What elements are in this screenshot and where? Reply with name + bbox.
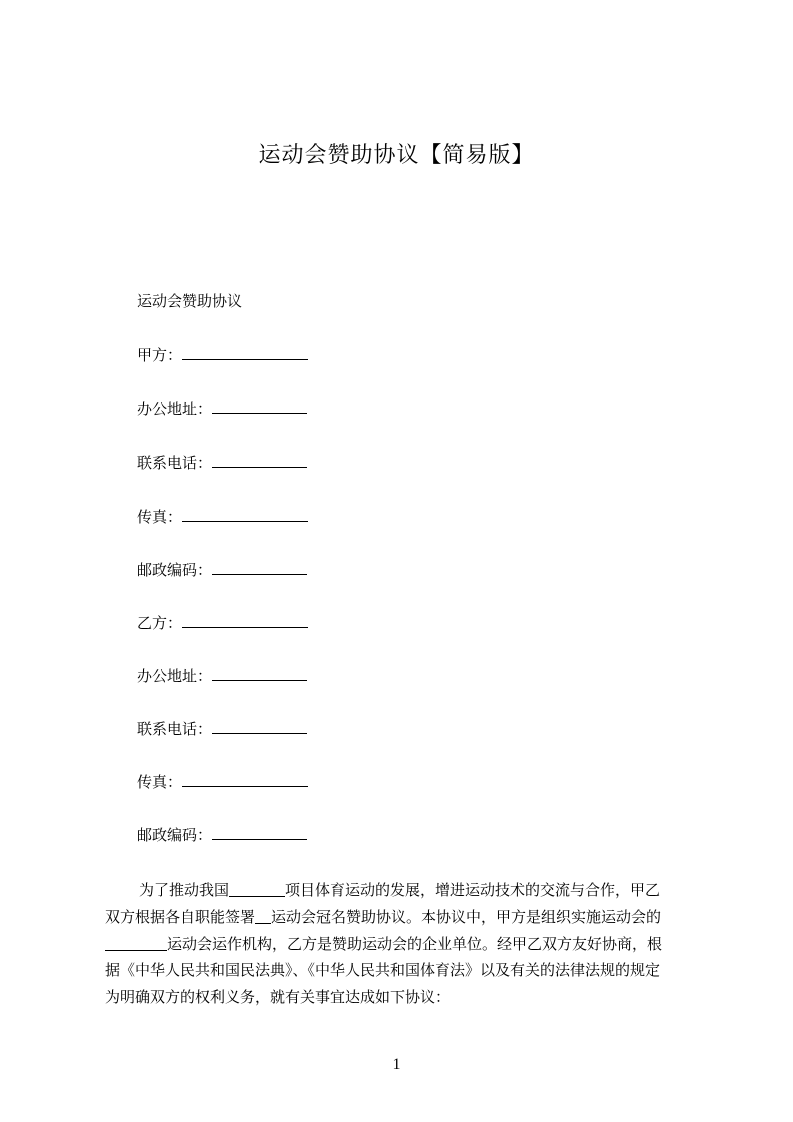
party-a-fax-label: 传真：: [137, 508, 183, 526]
paragraph-line-1: [105, 877, 705, 902]
party-b-fax-field: [137, 769, 308, 794]
party-b-phone-blank: [212, 716, 307, 734]
party-b-name-blank: [182, 610, 308, 628]
paragraph-line-5-text: 为明确双方的权利义务，就有关事宜达成如下协议：: [105, 988, 451, 1006]
party-a-fax-blank: [182, 504, 308, 522]
paragraph-line-4: [105, 958, 705, 982]
party-a-name-field: [137, 342, 308, 367]
paragraph-line-3: [105, 931, 705, 956]
party-a-name-blank: [182, 342, 308, 360]
party-a-name-label: 甲方：: [137, 346, 183, 364]
party-b-address-blank: [212, 663, 307, 681]
paragraph-line-2-start: 双方根据各自职能签署: [105, 908, 256, 926]
party-b-fax-label: 传真：: [137, 773, 183, 791]
sport-project-blank: [229, 877, 285, 895]
party-b-postcode-field: [137, 822, 307, 847]
party-b-phone-field: [137, 716, 307, 741]
paragraph-line-5: [105, 985, 705, 1009]
party-b-name-field: [137, 610, 308, 635]
paragraph-line-4-text: 据《中华人民共和国民法典》、《中华人民共和国体育法》以及有关的法律法规的规定: [105, 961, 661, 979]
party-b-address-label: 办公地址：: [137, 667, 213, 685]
party-b-phone-label: 联系电话：: [137, 720, 213, 738]
party-b-name-label: 乙方：: [137, 614, 183, 632]
document-title: 运动会赞助协议【简易版】: [258, 143, 535, 168]
sports-meet-name-blank: [255, 904, 271, 922]
party-a-postcode-blank: [212, 557, 307, 575]
party-a-address-field: [137, 396, 307, 421]
party-b-fax-blank: [182, 769, 308, 787]
paragraph-line-1-start: 为了推动我国: [139, 881, 230, 899]
party-a-address-label: 办公地址：: [137, 400, 213, 418]
party-b-postcode-label: 邮政编码：: [137, 826, 213, 844]
party-a-phone-field: [137, 450, 307, 475]
party-a-postcode-field: [137, 557, 307, 582]
party-a-fax-field: [137, 504, 308, 529]
paragraph-line-2: [105, 904, 705, 929]
party-a-phone-label: 联系电话：: [137, 454, 213, 472]
paragraph-line-1-end: 项目体育运动的发展，增进运动技术的交流与合作，甲乙: [285, 881, 661, 899]
party-a-address-blank: [212, 396, 307, 414]
organizer-blank: [105, 931, 167, 949]
party-b-address-field: [137, 663, 307, 688]
paragraph-line-2-end: 运动会冠名赞助协议。本协议中，甲方是组织实施运动会的: [271, 908, 662, 926]
agreement-subtitle: 运动会赞助协议: [137, 292, 243, 310]
paragraph-line-3-text: 运动会运作机构，乙方是赞助运动会的企业单位。经甲乙双方友好协商，根: [167, 935, 663, 953]
party-a-phone-blank: [212, 450, 307, 468]
page-number: 1: [392, 1056, 401, 1073]
party-b-postcode-blank: [212, 822, 307, 840]
party-a-postcode-label: 邮政编码：: [137, 561, 213, 579]
